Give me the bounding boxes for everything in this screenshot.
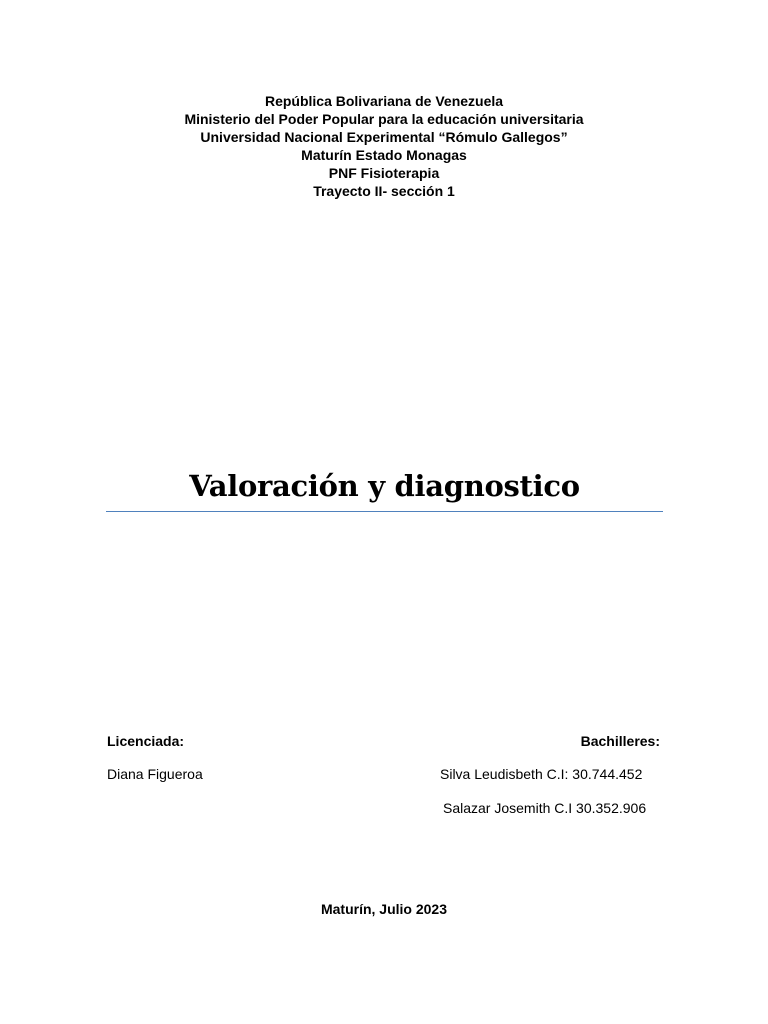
header-line-section: Trayecto II- sección 1 xyxy=(313,183,455,199)
header-line-ministry: Ministerio del Poder Popular para la educación universitaria xyxy=(184,111,584,127)
place-date: Maturín, Julio 2023 xyxy=(320,901,448,917)
institution-header xyxy=(0,92,768,200)
licenciada-name: Diana Figueroa xyxy=(107,766,203,782)
bachilleres-label: Bachilleres: xyxy=(580,733,660,749)
document-title: Valoración y diagnostico xyxy=(189,469,580,503)
title-underline xyxy=(106,511,663,512)
header-line-university: Universidad Nacional Experimental “Rómulo Gallegos” xyxy=(200,129,568,145)
header-line-country: República Bolivariana de Venezuela xyxy=(264,93,504,109)
student-entry-1: Silva Leudisbeth C.I: 30.744.452 xyxy=(440,766,643,782)
licenciada-label: Licenciada: xyxy=(107,733,185,749)
student-entry-2: Salazar Josemith C.I 30.352.906 xyxy=(443,800,647,816)
header-line-location: Maturín Estado Monagas xyxy=(301,147,467,163)
header-line-program: PNF Fisioterapia xyxy=(328,165,440,181)
